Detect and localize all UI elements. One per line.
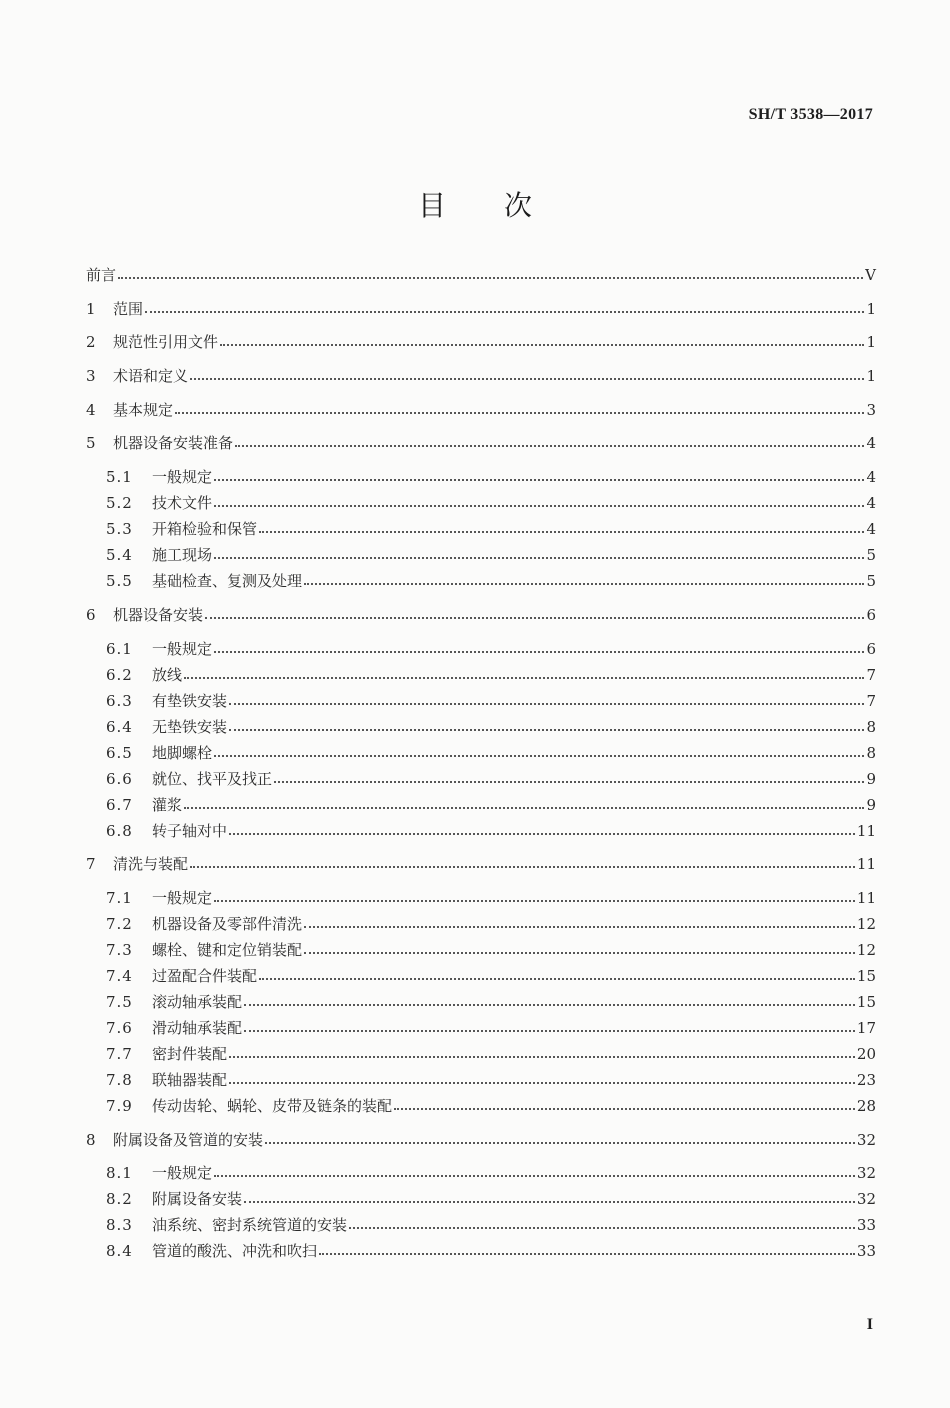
toc-entry-page: 20 [856,1044,876,1063]
toc-chapter-entry[interactable] [86,602,876,628]
toc-dot-leader [229,1047,855,1061]
toc-entry-label: 过盈配合件装配 [152,966,258,985]
toc-entry-number: 5 [86,434,96,453]
toc-entry-page: 28 [856,1096,876,1115]
table-of-contents [86,262,876,1264]
toc-section-entry[interactable] [86,740,876,766]
toc-entry-number: 8.3 [106,1216,133,1235]
toc-entry-number: 5.3 [106,520,133,539]
toc-entry-number: 5.1 [106,468,133,487]
toc-entry-label: 无垫铁安装 [152,717,228,736]
toc-entry-page: 11 [856,855,876,874]
toc-entry-page: 8 [866,743,876,762]
toc-entry-label: 一般规定 [152,888,213,907]
toc-chapter-entry[interactable] [86,296,876,322]
toc-entry-number: 6.5 [106,743,133,762]
toc-entry-page: 3 [866,400,876,419]
toc-entry-label: 前言 [86,266,117,284]
toc-entry-label: 开箱检验和保管 [152,520,258,539]
toc-entry-label: 管道的酸洗、冲洗和吹扫 [152,1242,318,1261]
toc-entry-page: 15 [856,966,876,985]
toc-entry-number: 7.6 [106,1018,133,1037]
toc-dot-leader [214,548,864,562]
toc-section-entry[interactable] [86,662,876,688]
toc-section-entry[interactable] [86,885,876,911]
toc-chapter-entry[interactable] [86,329,876,355]
toc-entry-label: 联轴器装配 [152,1070,228,1089]
toc-entry-page: 9 [866,795,876,814]
toc-entry-number: 2 [86,333,96,352]
toc-entry-number: 7 [86,855,96,874]
toc-entry-page: 1 [866,367,876,386]
toc-section-entry[interactable] [86,1067,876,1093]
toc-entry-number: 7.9 [106,1096,133,1115]
page-number: I [866,1316,873,1333]
toc-section-entry[interactable] [86,818,876,844]
toc-entry-page: 8 [866,717,876,736]
toc-chapter-entry[interactable] [86,1127,876,1153]
toc-section-entry[interactable] [86,963,876,989]
toc-dot-leader [145,302,864,316]
toc-dot-leader [244,995,855,1009]
toc-entry-number: 7.7 [106,1044,133,1063]
toc-entry-label: 油系统、密封系统管道的安装 [152,1216,348,1235]
toc-entry-number: 8.2 [106,1190,133,1209]
toc-entry-page: 6 [866,639,876,658]
toc-entry-page: 4 [866,468,876,487]
toc-section-entry[interactable] [86,636,876,662]
toc-entry-label: 基本规定 [113,400,174,419]
toc-entry-page: 32 [856,1190,876,1209]
toc-section-entry[interactable] [86,989,876,1015]
toc-entry-number: 8.4 [106,1242,133,1261]
toc-dot-leader [205,608,864,622]
toc-entry-page: 33 [856,1216,876,1235]
toc-entry-number: 6.1 [106,639,133,658]
toc-entry-label: 就位、找平及找正 [152,769,273,788]
toc-section-entry[interactable] [86,1093,876,1119]
toc-entry-label: 基础检查、复测及处理 [152,572,303,591]
toc-dot-leader [244,1192,855,1206]
toc-entry-label: 有垫铁安装 [152,691,228,710]
toc-dot-leader [259,522,864,536]
toc-dot-leader [274,772,864,786]
toc-entry-page: 7 [866,665,876,684]
toc-entry-page: V [865,266,876,284]
toc-entry-label: 传动齿轮、蜗轮、皮带及链条的装配 [152,1096,393,1115]
toc-entry-label: 范围 [113,299,144,318]
toc-entry-page: 1 [866,333,876,352]
toc-section-entry[interactable] [86,516,876,542]
toc-dot-leader [214,746,864,760]
toc-entry-label: 机器设备及零部件清洗 [152,914,303,933]
toc-entry-label: 一般规定 [152,1164,213,1183]
toc-section-entry[interactable] [86,568,876,594]
toc-dot-leader [304,574,864,588]
toc-entry-label: 螺栓、键和定位销装配 [152,940,303,959]
toc-entry-label: 放线 [152,665,183,684]
toc-section-entry[interactable] [86,1186,876,1212]
toc-section-entry[interactable] [86,792,876,818]
toc-section-entry[interactable] [86,1041,876,1067]
toc-entry-page: 33 [856,1242,876,1261]
toc-entry-label: 地脚螺栓 [152,743,213,762]
toc-entry-page: 4 [866,520,876,539]
toc-entry-number: 3 [86,367,96,386]
toc-dot-leader [304,943,855,957]
toc-entry-label: 附属设备及管道的安装 [113,1130,264,1149]
toc-entry-page: 5 [866,546,876,565]
toc-entry-label: 附属设备安装 [152,1190,243,1209]
toc-entry-label: 密封件装配 [152,1044,228,1063]
toc-entry-number: 5.2 [106,494,133,513]
toc-dot-leader [319,1244,855,1258]
toc-dot-leader [118,268,863,282]
toc-dot-leader [175,403,864,417]
toc-dot-leader [349,1218,855,1232]
toc-dot-leader [229,824,855,838]
toc-section-entry[interactable] [86,1212,876,1238]
toc-entry-page: 12 [856,940,876,959]
toc-entry-page: 11 [856,821,876,840]
toc-dot-leader [184,668,864,682]
toc-dot-leader [259,969,855,983]
toc-entry-page: 17 [856,1018,876,1037]
toc-dot-leader [184,798,864,812]
toc-dot-leader [214,1166,855,1180]
toc-section-entry[interactable] [86,542,876,568]
toc-entry-page: 6 [866,605,876,624]
toc-entry-number: 7.2 [106,914,133,933]
toc-entry-label: 灌浆 [152,795,183,814]
toc-entry-label: 规范性引用文件 [113,333,219,352]
toc-entry-page: 1 [866,299,876,318]
toc-dot-leader [220,335,864,349]
toc-entry-page: 32 [856,1164,876,1183]
toc-dot-leader [190,369,864,383]
toc-dot-leader [214,470,864,484]
toc-dot-leader [244,1021,855,1035]
toc-chapter-entry[interactable] [86,397,876,423]
toc-section-entry[interactable] [86,1015,876,1041]
toc-dot-leader [229,694,864,708]
toc-entry-number: 4 [86,400,96,419]
toc-entry-label: 转子轴对中 [152,821,228,840]
toc-entry-label: 滑动轴承装配 [152,1018,243,1037]
toc-entry-page: 32 [856,1130,876,1149]
toc-dot-leader [190,857,855,871]
toc-entry-page: 23 [856,1070,876,1089]
toc-dot-leader [229,1073,855,1087]
standard-code: SH/T 3538—2017 [748,106,873,123]
toc-entry-label: 机器设备安装准备 [113,434,234,453]
toc-section-entry[interactable] [86,688,876,714]
toc-entry-label: 一般规定 [152,639,213,658]
toc-entry-page: 15 [856,992,876,1011]
toc-dot-leader [214,891,855,905]
toc-section-entry[interactable] [86,766,876,792]
toc-entry-page: 4 [866,494,876,513]
toc-entry-number: 6.6 [106,769,133,788]
toc-entry-label: 滚动轴承装配 [152,992,243,1011]
toc-entry-number: 7.8 [106,1070,133,1089]
toc-dot-leader [265,1133,855,1147]
toc-entry-number: 6.7 [106,795,133,814]
toc-entry-label: 机器设备安装 [113,605,204,624]
toc-entry-page: 7 [866,691,876,710]
toc-entry-number: 1 [86,299,96,318]
toc-section-entry[interactable] [86,714,876,740]
toc-entry-number: 8 [86,1130,96,1149]
toc-chapter-entry[interactable] [86,851,876,877]
toc-entry-label: 清洗与装配 [113,855,189,874]
toc-entry-number: 6 [86,605,96,624]
toc-dot-leader [235,436,864,450]
toc-chapter-entry[interactable] [86,262,876,288]
toc-section-entry[interactable] [86,937,876,963]
toc-entry-number: 6.2 [106,665,133,684]
toc-entry-page: 5 [866,572,876,591]
toc-entry-number: 6.8 [106,821,133,840]
toc-entry-page: 11 [856,888,876,907]
toc-entry-page: 12 [856,914,876,933]
toc-entry-number: 6.4 [106,717,133,736]
toc-entry-number: 5.4 [106,546,133,565]
toc-section-entry[interactable] [86,490,876,516]
toc-entry-number: 7.3 [106,940,133,959]
toc-section-entry[interactable] [86,911,876,937]
toc-section-entry[interactable] [86,1160,876,1186]
toc-entry-number: 5.5 [106,572,133,591]
toc-entry-label: 术语和定义 [113,367,189,386]
toc-dot-leader [394,1099,855,1113]
toc-entry-label: 一般规定 [152,468,213,487]
toc-entry-page: 4 [866,434,876,453]
toc-chapter-entry[interactable] [86,363,876,389]
toc-chapter-entry[interactable] [86,430,876,456]
toc-dot-leader [229,720,864,734]
page-title: 目次 [417,189,590,222]
toc-entry-label: 技术文件 [152,494,213,513]
toc-entry-number: 7.1 [106,888,133,907]
toc-dot-leader [214,642,864,656]
toc-dot-leader [214,496,864,510]
toc-entry-page: 9 [866,769,876,788]
toc-section-entry[interactable] [86,1238,876,1264]
toc-entry-number: 6.3 [106,691,133,710]
toc-entry-label: 施工现场 [152,546,213,565]
toc-entry-number: 8.1 [106,1164,133,1183]
toc-dot-leader [304,917,855,931]
toc-entry-number: 7.5 [106,992,133,1011]
toc-entry-number: 7.4 [106,966,133,985]
toc-section-entry[interactable] [86,464,876,490]
